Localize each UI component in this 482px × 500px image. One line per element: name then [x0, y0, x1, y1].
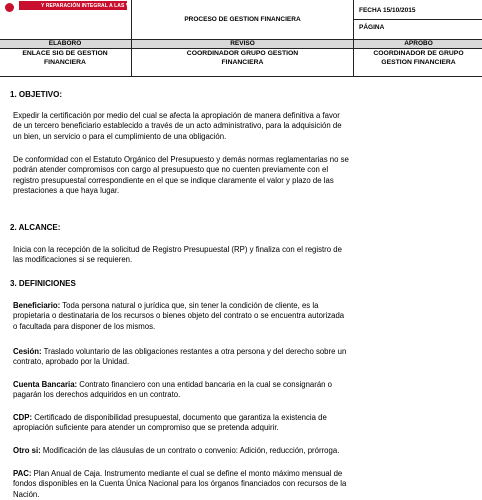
- text-line: de un tercero beneficiario establecido a través de un acto administrativo, para la adquisición de: [13, 121, 342, 131]
- definition-term: PAC:: [13, 469, 32, 478]
- section-alcance-title: 2. ALCANCE:: [10, 223, 61, 232]
- definition-cdp: [13, 413, 433, 434]
- section-objetivo-title: 1. OBJETIVO:: [10, 90, 63, 99]
- definition-term: Otro si:: [13, 446, 41, 455]
- document-header: [0, 0, 482, 77]
- objetivo-paragraph-2: [13, 155, 433, 197]
- definition-cuenta-bancaria: [13, 380, 433, 401]
- definition-text: contrato, aprobado por la Unidad.: [13, 357, 130, 367]
- signature-line: ENLACE SIG DE GESTION: [22, 50, 108, 57]
- text-line: De conformidad con el Estatuto Orgánico del Presupuesto y demás normas reglamentarias no se: [13, 155, 349, 164]
- signature-body: [354, 50, 482, 67]
- definition-text: Modificación de las cláusulas de un contrato o convenio: Adición, reducción, prórroga.: [40, 446, 340, 455]
- definition-text: pagarán los derechos adquiridos en un contrato.: [13, 390, 181, 400]
- definition-text: o facultada para disponer de los mismos.: [13, 321, 156, 331]
- signature-line: COORDINADOR GRUPO GESTION: [186, 50, 299, 57]
- process-title-cell: [131, 0, 354, 40]
- signature-head: APROBO: [354, 40, 482, 49]
- signature-head: ELABORO: [0, 40, 131, 49]
- text-line: prestaciones a que haya lugar.: [13, 186, 120, 196]
- page-row: [354, 19, 482, 40]
- process-title: PROCESO DE GESTION FINANCIERA: [184, 16, 301, 23]
- text-line: podrán atender compromisos con cargo al presupuesto que no cuenten previamente con el: [13, 165, 329, 175]
- definition-text: Certificado de disponibilidad presupuestal, documento que garantiza la existencia de: [32, 413, 327, 422]
- signature-line: GESTION FINANCIERA: [381, 58, 456, 66]
- definition-text: Toda persona natural o jurídica que, sin tener la condición de cliente, es la: [60, 301, 319, 310]
- text-line: un bien, un servicio o para el cumplimiento de una obligación.: [13, 131, 227, 141]
- date-label: FECHA 15/10/2015: [359, 7, 416, 14]
- text-line: Expedir la certificación por medio del cual se afecta la apropiación de manera definitiva a favor: [13, 111, 340, 120]
- definition-text: Contrato financiero con una entidad bancaria en la cual se consignarán o: [77, 380, 333, 389]
- definition-term: Beneficiario:: [13, 301, 61, 310]
- signature-head: REVISO: [132, 40, 353, 49]
- page-label: PÁGINA: [359, 24, 385, 31]
- definition-text: Plan Anual de Caja. Instrumento mediante el cual se define el monto máximo mensual de: [31, 469, 343, 478]
- definition-beneficiario: [13, 301, 433, 332]
- logo-cell: [0, 0, 151, 40]
- date-page-cell: [353, 0, 482, 40]
- text-line: las modificaciones si se requieren.: [13, 255, 133, 265]
- signature-line: FINANCIERA: [221, 58, 264, 66]
- signature-cell-reviso: [131, 39, 354, 77]
- definition-text: Traslado voluntario de las obligaciones restantes a otra persona y del derecho sobre un: [41, 347, 347, 356]
- definition-term: Cuenta Bancaria:: [13, 380, 78, 389]
- definition-text: fondos disponibles en la Cuenta Única Nacional para los órganos financiados con recursos de la: [13, 479, 347, 489]
- signature-body: [132, 50, 353, 67]
- objetivo-paragraph-1: [13, 111, 433, 142]
- signature-line: FINANCIERA: [44, 58, 86, 66]
- definition-cesion: [13, 347, 433, 368]
- logo-banner: [19, 1, 151, 10]
- logo-text: Y REPARACIÓN INTEGRAL A LAS VÍCTIMAS: [41, 3, 151, 9]
- section-definiciones-title: 3. DEFINICIONES: [10, 279, 76, 288]
- text-line: registro presupuestal correspondiente en el que se indique claramente el valor y plazo de las: [13, 175, 334, 185]
- signature-cell-aprobo: [353, 39, 482, 77]
- signature-cell-elaboro: [0, 39, 132, 77]
- signature-body: [0, 50, 131, 67]
- alcance-paragraph: [13, 245, 433, 266]
- date-row: [354, 0, 482, 20]
- definition-term: Cesión:: [13, 347, 42, 356]
- text-line: Inicia con la recepción de la solicitud de Registro Presupuestal (RP) y finaliza con el registro de: [13, 245, 342, 254]
- definition-text: Nación.: [13, 489, 40, 499]
- definition-pac: [13, 469, 433, 500]
- signature-line: COORDINADOR DE GRUPO: [373, 50, 464, 57]
- definition-text: apropiación suficiente para atender un compromiso que se pretenda adquirir.: [13, 423, 279, 433]
- logo-emblem-icon: [5, 3, 14, 12]
- definition-term: CDP:: [13, 413, 33, 422]
- definition-otro-si: [13, 446, 433, 456]
- definition-text: propietaria o destinataria de los recursos o bienes objeto del contrato o se encuentra autorizada: [13, 311, 345, 321]
